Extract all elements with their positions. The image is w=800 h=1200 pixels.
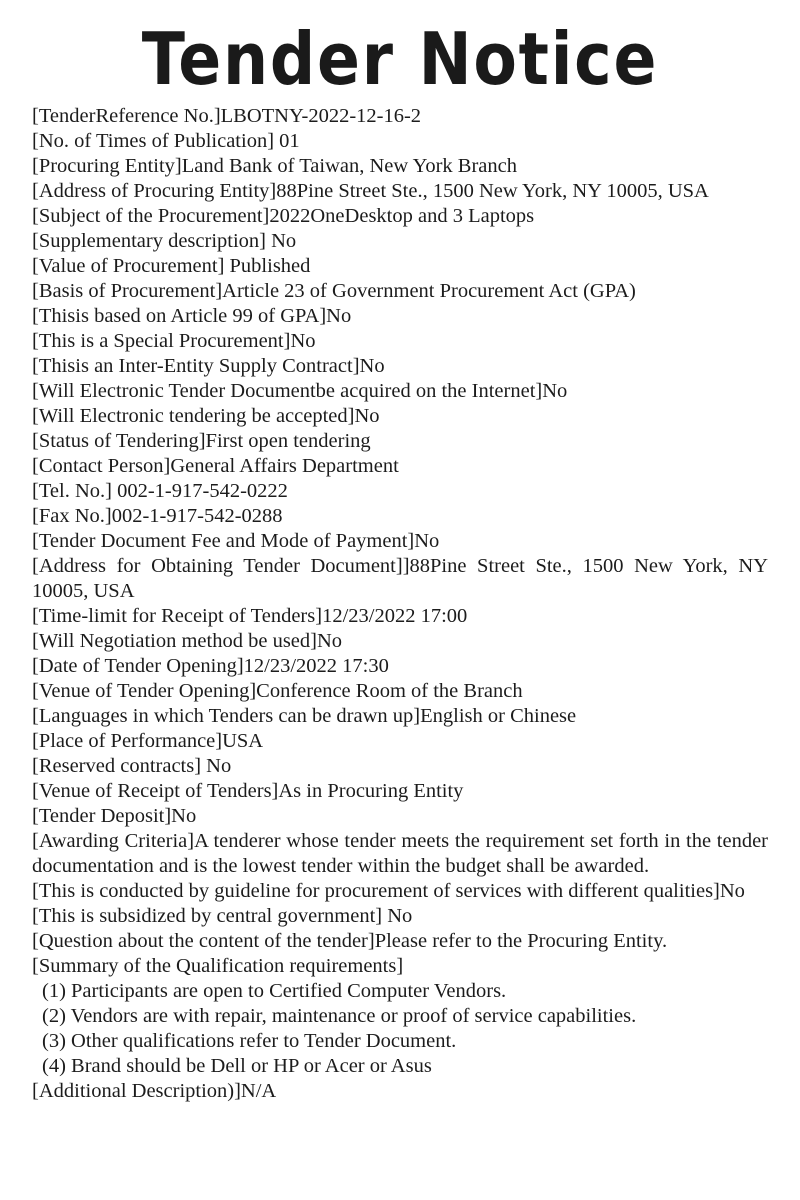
- notice-body: [32, 104, 768, 1104]
- page-title: Tender Notice: [141, 17, 659, 101]
- reserved-contracts-line: [Reserved contracts] No: [32, 755, 232, 777]
- qualification-item-1: (1) Participants are open to Certified Computer Vendors.: [42, 980, 507, 1002]
- document-fee-line: [Tender Document Fee and Mode of Payment]No: [32, 530, 440, 552]
- guideline-line: [This is conducted by guideline for procurement of services with different qualities]No: [32, 880, 745, 902]
- inter-entity-contract-line: [Thisis an Inter-Entity Supply Contract]No: [32, 355, 385, 377]
- receipt-time-limit-line: [Time-limit for Receipt of Tenders]12/23/2022 17:00: [32, 605, 468, 627]
- procurement-basis-line: [Basis of Procurement]Article 23 of Government Procurement Act (GPA): [32, 280, 636, 302]
- document-address-line: [Address for Obtaining Tender Document]]88Pine Street Ste., 1500 New York, NY 10005, USA: [32, 555, 768, 602]
- tender-reference-line: [TenderReference No.]LBOTNY-2022-12-16-2: [32, 105, 422, 127]
- qualification-item-3: (3) Other qualifications refer to Tender Document.: [42, 1030, 457, 1052]
- procurement-subject-line: [Subject of the Procurement]2022OneDesktop and 3 Laptops: [32, 205, 535, 227]
- entity-address-line: [Address of Procuring Entity]88Pine Street Ste., 1500 New York, NY 10005, USA: [32, 180, 709, 202]
- fax-line: [Fax No.]002-1-917-542-0288: [32, 505, 283, 527]
- qualification-summary-heading: [Summary of the Qualification requirements]: [32, 955, 404, 977]
- qualification-item-4: (4) Brand should be Dell or HP or Acer or Asus: [42, 1055, 432, 1077]
- contact-person-line: [Contact Person]General Affairs Department: [32, 455, 399, 477]
- question-line: [Question about the content of the tender]Please refer to the Procuring Entity.: [32, 930, 668, 952]
- publication-count-line: [No. of Times of Publication] 01: [32, 130, 300, 152]
- telephone-line: [Tel. No.] 002-1-917-542-0222: [32, 480, 288, 502]
- languages-line: [Languages in which Tenders can be drawn up]English or Chinese: [32, 705, 577, 727]
- special-procurement-line: [This is a Special Procurement]No: [32, 330, 316, 352]
- supplementary-description-line: [Supplementary description] No: [32, 230, 297, 252]
- awarding-criteria-line: [Awarding Criteria]A tenderer whose tender meets the requirement set forth in the tender documentation and is the lowest tender within the budget shall be awarded.: [32, 830, 768, 877]
- procurement-value-line: [Value of Procurement] Published: [32, 255, 311, 277]
- tendering-status-line: [Status of Tendering]First open tendering: [32, 430, 371, 452]
- additional-description-line: [Additional Description)]N/A: [32, 1080, 277, 1102]
- electronic-tendering-line: [Will Electronic tendering be accepted]No: [32, 405, 380, 427]
- procuring-entity-line: [Procuring Entity]Land Bank of Taiwan, New York Branch: [32, 155, 517, 177]
- opening-venue-line: [Venue of Tender Opening]Conference Room of the Branch: [32, 680, 523, 702]
- tender-deposit-line: [Tender Deposit]No: [32, 805, 197, 827]
- article-99-line: [Thisis based on Article 99 of GPA]No: [32, 305, 352, 327]
- negotiation-method-line: [Will Negotiation method be used]No: [32, 630, 343, 652]
- receipt-venue-line: [Venue of Receipt of Tenders]As in Procuring Entity: [32, 780, 464, 802]
- opening-date-line: [Date of Tender Opening]12/23/2022 17:30: [32, 655, 389, 677]
- qualification-item-2: (2) Vendors are with repair, maintenance or proof of service capabilities.: [42, 1005, 637, 1027]
- place-of-performance-line: [Place of Performance]USA: [32, 730, 264, 752]
- electronic-document-line: [Will Electronic Tender Documentbe acquired on the Internet]No: [32, 380, 568, 402]
- subsidy-line: [This is subsidized by central government] No: [32, 905, 413, 927]
